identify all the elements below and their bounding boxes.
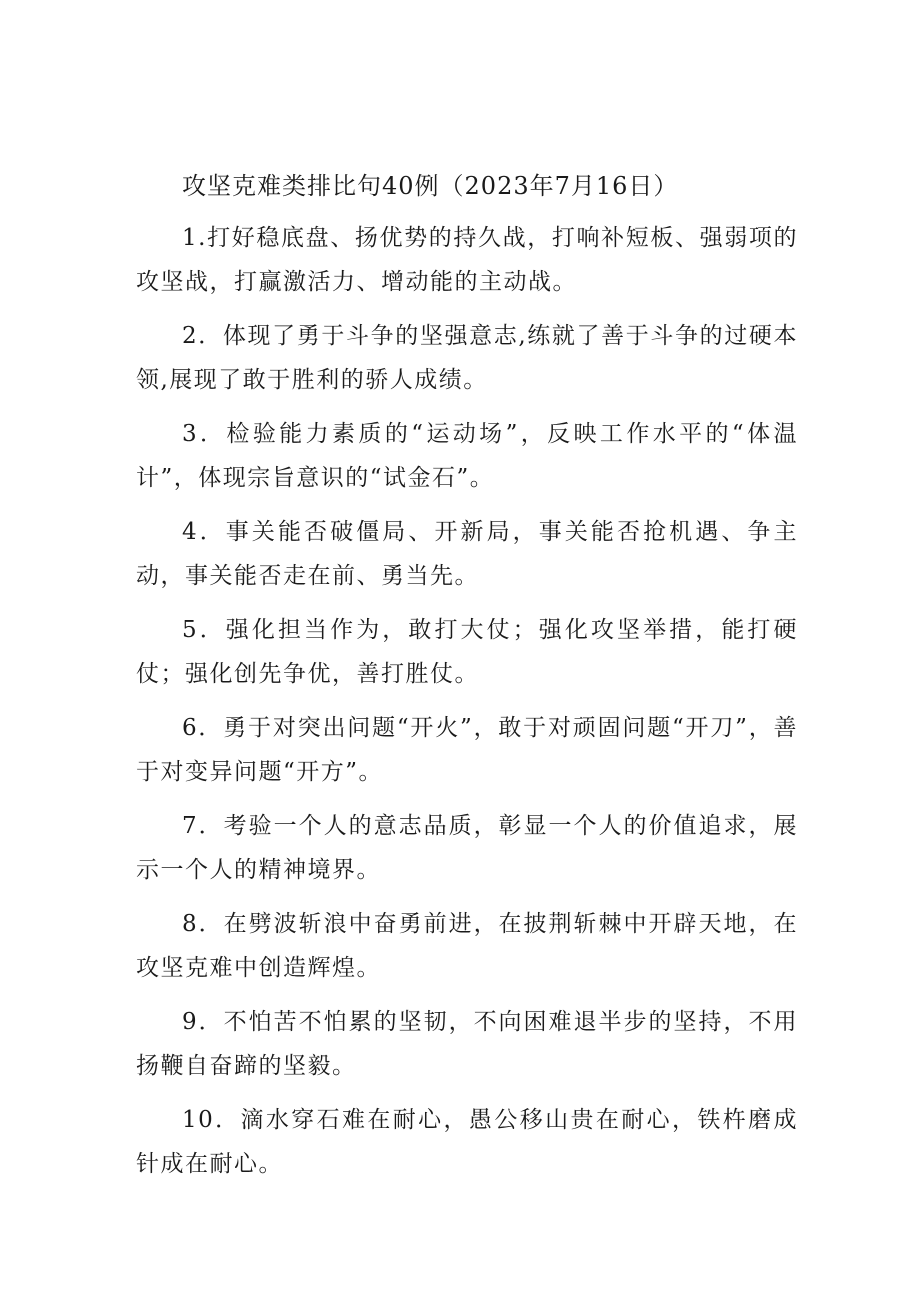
list-item: 2．体现了勇于斗争的坚强意志,练就了善于斗争的过硬本领,展现了敢于胜利的骄人成绩。 xyxy=(136,323,798,393)
list-item: 6．勇于对突出问题“开火”，敢于对顽固问题“开刀”，善于对变异问题“开方”。 xyxy=(136,715,798,785)
list-item: 7．考验一个人的意志品质，彰显一个人的价值追求，展示一个人的精神境界。 xyxy=(136,813,798,883)
list-item: 1.打好稳底盘、扬优势的持久战，打响补短板、强弱项的攻坚战，打赢激活力、增动能的主动战。 xyxy=(136,225,798,295)
sentence-list xyxy=(136,216,798,1186)
document-page xyxy=(136,164,798,1186)
list-item: 5．强化担当作为，敢打大仗；强化攻坚举措，能打硬仗；强化创先争优，善打胜仗。 xyxy=(136,617,798,687)
list-item: 3．检验能力素质的“运动场”，反映工作水平的“体温计”，体现宗旨意识的“试金石”。 xyxy=(136,421,798,491)
list-item: 9．不怕苦不怕累的坚韧，不向困难退半步的坚持，不用扬鞭自奋蹄的坚毅。 xyxy=(136,1009,798,1079)
document-title: 攻坚克难类排比句40例（2023年7月16日） xyxy=(182,172,679,200)
list-item: 4．事关能否破僵局、开新局，事关能否抢机遇、争主动，事关能否走在前、勇当先。 xyxy=(136,519,798,589)
list-item: 8．在劈波斩浪中奋勇前进，在披荆斩棘中开辟天地，在攻坚克难中创造辉煌。 xyxy=(136,911,798,981)
list-item: 10．滴水穿石难在耐心，愚公移山贵在耐心，铁杵磨成针成在耐心。 xyxy=(136,1107,798,1177)
